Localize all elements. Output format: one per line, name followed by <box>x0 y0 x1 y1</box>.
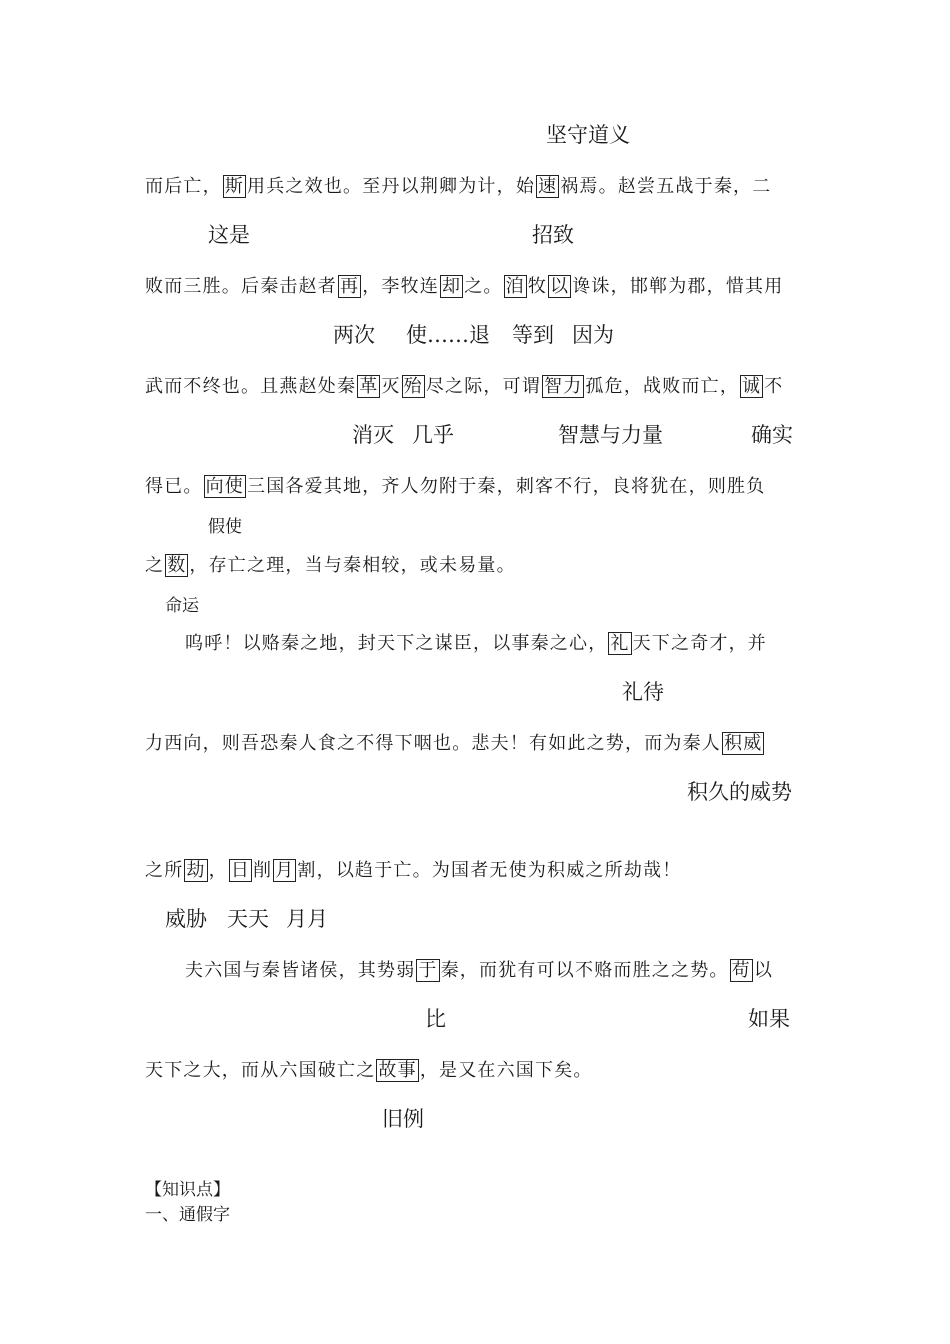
boxed-word: 日 <box>230 860 251 881</box>
boxed-word: 故事 <box>378 1060 417 1081</box>
text-line-9 <box>185 962 773 980</box>
text-segment: 之 <box>145 555 165 576</box>
boxed-word: 积威 <box>724 733 763 754</box>
text-segment: 天下之奇才，并 <box>632 633 768 654</box>
gloss-annotation: 几乎 <box>412 423 454 447</box>
text-segment: 败而三胜。后秦击赵者 <box>145 276 337 297</box>
text-segment: 尽之际，可谓 <box>425 376 542 397</box>
gloss-annotation: 坚守道义 <box>546 123 630 147</box>
boxed-word: 革 <box>359 376 379 397</box>
gloss-annotation: 命运 <box>165 596 199 616</box>
gloss-annotation: 积久的威势 <box>687 780 792 804</box>
gloss-annotation: 确实 <box>751 423 793 447</box>
text-segment: 灭 <box>381 376 401 397</box>
text-segment: 得已。 <box>145 476 203 497</box>
text-segment: 祸焉。赵尝五战于秦，二 <box>560 176 772 197</box>
gloss-annotation: 天天 <box>227 907 269 931</box>
text-segment: ，存亡之理，当与秦相较，或未易量。 <box>189 555 516 576</box>
text-segment: 武而不终也。且燕赵处秦 <box>145 376 357 397</box>
boxed-word: 再 <box>340 276 360 297</box>
text-segment: 呜呼！以赂秦之地，封天下之谋臣，以事秦之心， <box>185 633 608 654</box>
text-line-4 <box>145 478 765 496</box>
section-subheading: 一、通假字 <box>145 1205 230 1225</box>
text-segment: 谗诛，邯郸为郡，惜其用 <box>572 276 784 297</box>
text-segment: 天下之大，而从六国破亡之 <box>145 1060 376 1081</box>
boxed-word: 斯 <box>224 176 245 197</box>
text-segment: 三国各爱其地，齐人勿附于秦，刺客不行，良将犹在，则胜负 <box>247 476 766 497</box>
text-line-2 <box>145 278 783 296</box>
gloss-annotation: 招致 <box>532 223 574 247</box>
gloss-annotation: 智慧与力量 <box>558 423 663 447</box>
boxed-word: 月 <box>275 860 295 881</box>
text-segment: 之。 <box>464 276 503 297</box>
gloss-annotation: 旧例 <box>382 1107 424 1131</box>
boxed-word: 洎 <box>505 276 525 297</box>
gloss-annotation: 月月 <box>286 907 328 931</box>
text-segment: 用兵之效也。至丹以荆卿为计，始 <box>247 176 536 197</box>
boxed-word: 礼 <box>610 633 630 654</box>
text-line-5 <box>145 557 516 575</box>
gloss-annotation: 如果 <box>748 1007 790 1031</box>
gloss-annotation: 假使 <box>208 517 242 537</box>
boxed-word: 智力 <box>544 376 583 397</box>
boxed-word: 殆 <box>403 376 423 397</box>
text-line-6 <box>185 635 767 653</box>
text-segment: 割，以趋于亡。为国者无使为积威之所劫哉！ <box>297 860 682 881</box>
boxed-word: 苟 <box>731 960 751 981</box>
text-segment: ，是又在六国下矣。 <box>419 1060 593 1081</box>
text-line-10 <box>145 1062 593 1080</box>
text-segment: 力西向，则吾恐秦人食之不得下咽也。悲夫！有如此之势，而为秦人 <box>145 733 721 754</box>
gloss-annotation: 比 <box>425 1007 446 1031</box>
text-line-1 <box>145 178 771 196</box>
gloss-annotation: 等到 <box>512 323 554 347</box>
text-segment: ， <box>208 860 228 881</box>
gloss-annotation: 威胁 <box>165 907 207 931</box>
text-segment: 夫六国与秦皆诸侯，其势弱 <box>185 960 416 981</box>
gloss-annotation: 使……退 <box>406 323 490 347</box>
boxed-word: 速 <box>538 176 558 197</box>
boxed-word: 劫 <box>186 860 206 881</box>
boxed-word: 诚 <box>742 376 762 397</box>
gloss-annotation: 因为 <box>572 323 614 347</box>
text-segment: 以 <box>753 960 774 981</box>
text-segment: 牧 <box>527 276 548 297</box>
gloss-annotation: 两次 <box>333 323 375 347</box>
text-line-3 <box>145 378 783 396</box>
boxed-word: 却 <box>442 276 462 297</box>
boxed-word: 数 <box>167 555 187 576</box>
text-line-7 <box>145 735 765 753</box>
text-segment: ，李牧连 <box>362 276 440 297</box>
boxed-word: 向使 <box>205 476 245 497</box>
text-segment: 削 <box>253 860 273 881</box>
boxed-word: 于 <box>418 960 438 981</box>
gloss-annotation: 礼待 <box>622 680 664 704</box>
text-segment: 孤危，战败而亡， <box>585 376 740 397</box>
gloss-annotation: 消灭 <box>352 423 394 447</box>
section-heading: 【知识点】 <box>145 1180 230 1200</box>
text-line-8 <box>145 862 681 880</box>
gloss-annotation: 这是 <box>208 223 250 247</box>
text-segment: 而后亡， <box>145 176 222 197</box>
text-segment: 之所 <box>145 860 184 881</box>
boxed-word: 以 <box>550 276 570 297</box>
text-segment: 秦，而犹有可以不赂而胜之之势。 <box>440 960 729 981</box>
text-segment: 不 <box>764 376 784 397</box>
